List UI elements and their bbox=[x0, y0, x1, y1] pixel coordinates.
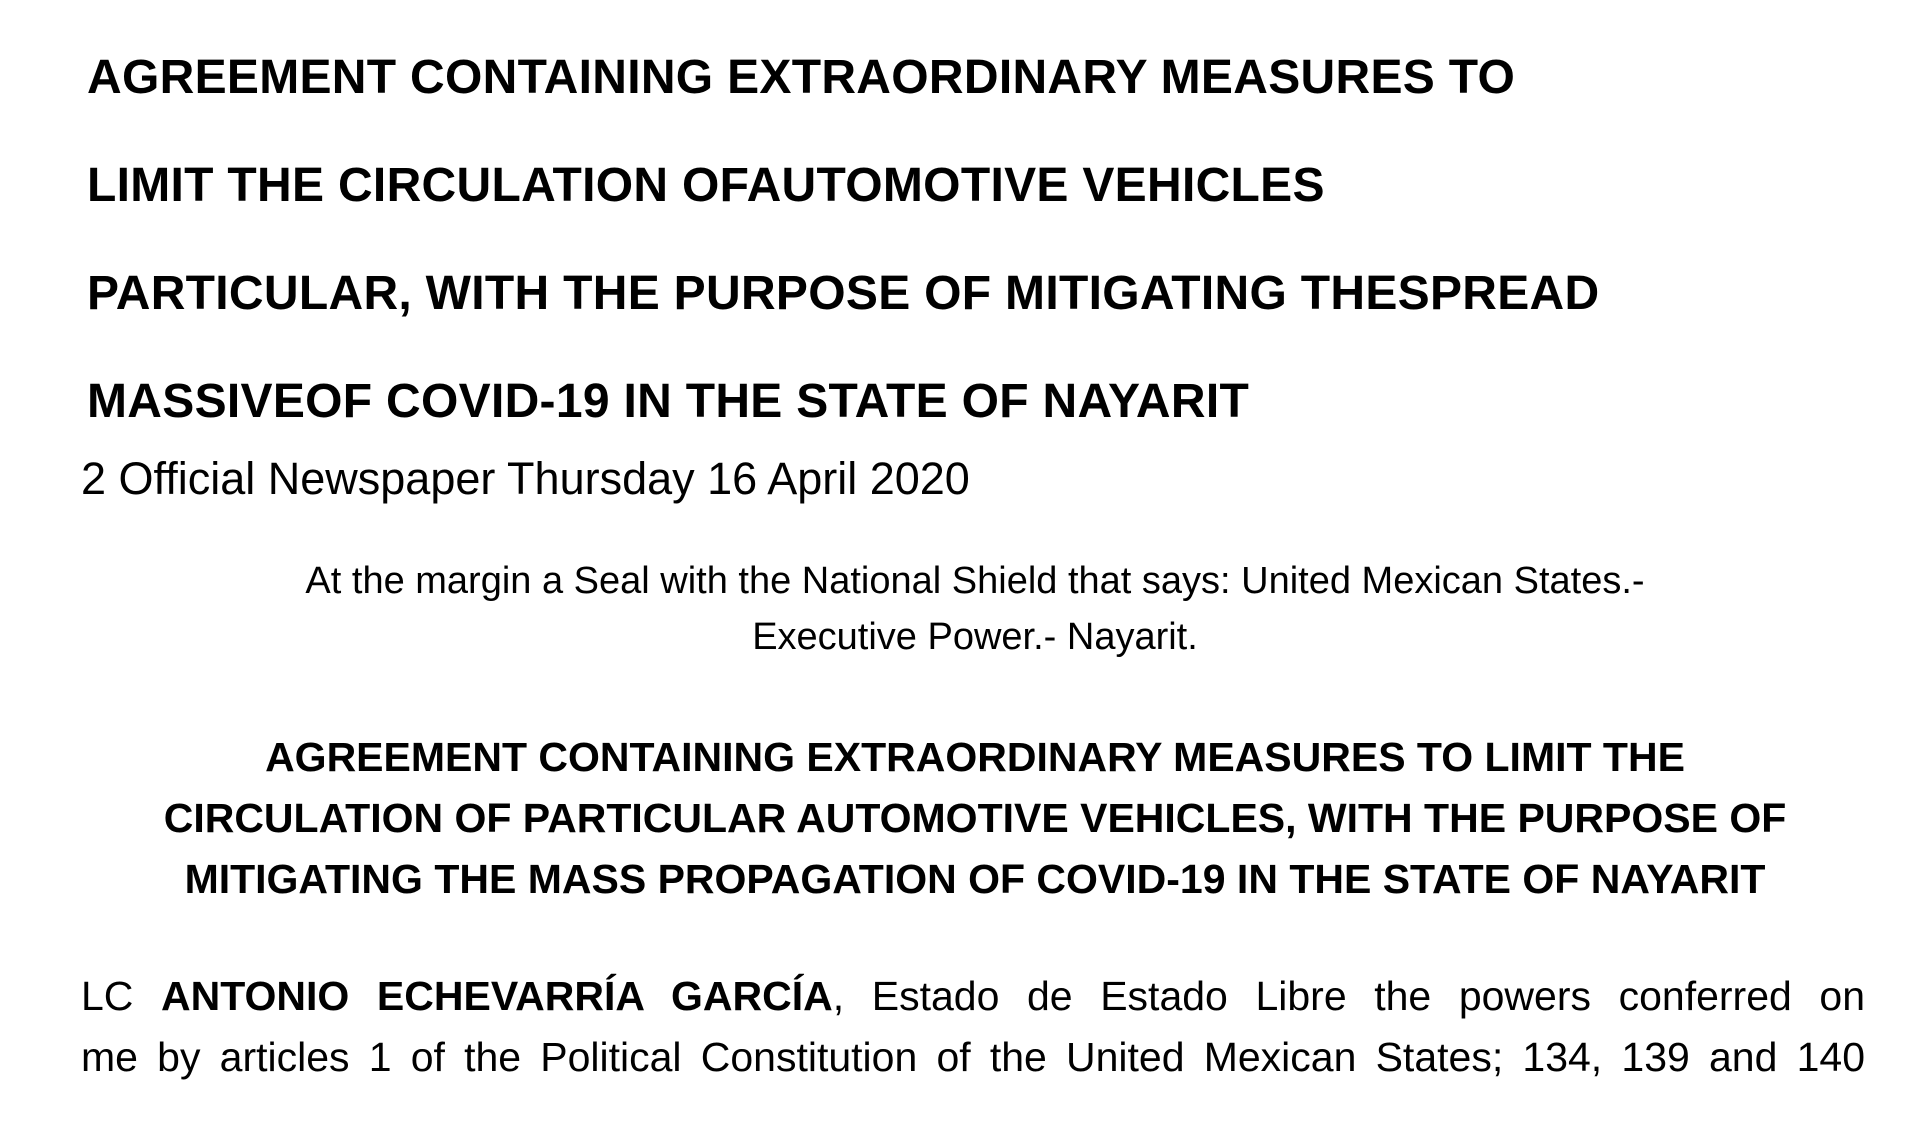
body-line-2: me by articles 1 of the Political Constitution of the United Mexican States; 134, 139 and 140 bbox=[81, 1034, 1865, 1080]
body-paragraph bbox=[81, 966, 1865, 1088]
title-line-3: MITIGATING THE MASS PROPAGATION OF COVID-19 IN THE STATE OF NAYARIT bbox=[184, 856, 1766, 902]
agreement-title bbox=[0, 727, 1920, 910]
heading-line-2: LIMIT THE CIRCULATION OFAUTOMOTIVE VEHICLES bbox=[87, 159, 1325, 212]
body-line-1 bbox=[81, 966, 1865, 1027]
margin-seal-note bbox=[0, 553, 1920, 665]
document-heading bbox=[87, 51, 1867, 428]
heading-line-1: AGREEMENT CONTAINING EXTRAORDINARY MEASURES TO bbox=[87, 51, 1516, 104]
margin-note-line-2: Executive Power.- Nayarit. bbox=[752, 616, 1198, 658]
governor-name: ANTONIO ECHEVARRÍA GARCÍA bbox=[161, 973, 833, 1019]
body-line-1-rest: , Estado de Estado Libre the powers conferred on bbox=[832, 973, 1865, 1019]
title-line-2: CIRCULATION OF PARTICULAR AUTOMOTIVE VEHICLES, WITH THE PURPOSE OF bbox=[163, 795, 1787, 841]
margin-note-line-1: At the margin a Seal with the National Shield that says: United Mexican States.- bbox=[305, 560, 1645, 602]
publication-line: 2 Official Newspaper Thursday 16 April 2020 bbox=[81, 453, 970, 504]
heading-line-4: MASSIVEOF COVID-19 IN THE STATE OF NAYARIT bbox=[87, 375, 1250, 428]
body-prefix: LC bbox=[81, 973, 162, 1019]
heading-line-3: PARTICULAR, WITH THE PURPOSE OF MITIGATING THESPREAD bbox=[87, 267, 1600, 320]
title-line-1: AGREEMENT CONTAINING EXTRAORDINARY MEASURES TO LIMIT THE bbox=[265, 734, 1685, 780]
